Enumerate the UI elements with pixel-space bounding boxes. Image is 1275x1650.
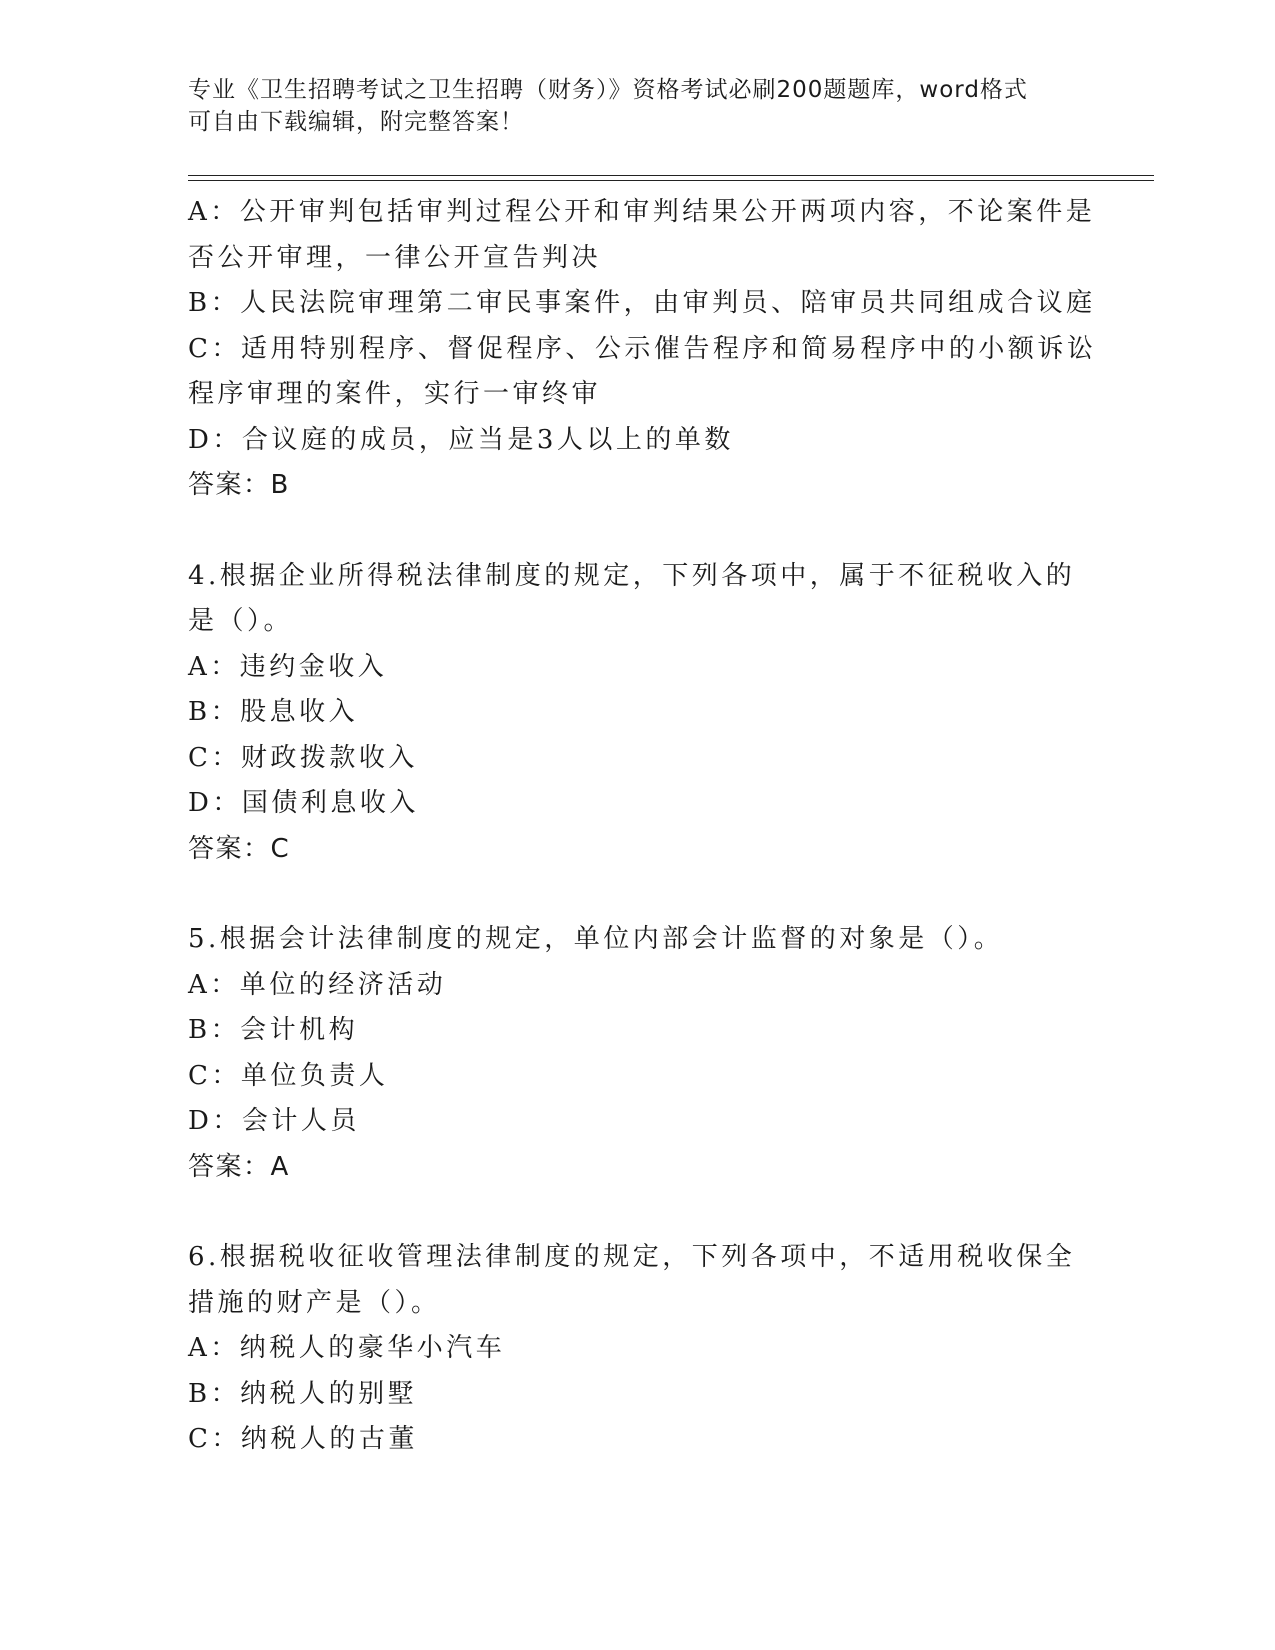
option-c: C：财政拨款收入: [188, 742, 418, 773]
question-6-block: [188, 1235, 1088, 1463]
option-b: B：股息收入: [188, 697, 359, 727]
option-a: A：纳税人的豪华小汽车: [188, 1333, 506, 1363]
question-stem-line-1: 6.根据税收征收管理法律制度的规定，下列各项中，不适用税收保全: [188, 1242, 1076, 1272]
question-4-block: [188, 554, 1088, 873]
option-a: A：违约金收入: [188, 651, 388, 682]
option-b: B：纳税人的别墅: [188, 1378, 418, 1409]
answer-q4: 答案：C: [188, 833, 291, 864]
option-d: D：合议庭的成员，应当是3人以上的单数: [188, 424, 734, 455]
answer-q5: 答案：A: [188, 1151, 290, 1182]
spacer: [188, 1190, 1088, 1235]
header-divider-bottom: [188, 180, 1154, 181]
spacer: [188, 509, 1088, 554]
header-divider-top: [188, 175, 1154, 176]
answer-q3: 答案：B: [188, 470, 290, 500]
option-b: B：人民法院审理第二审民事案件，由审判员、陪审员共同组成合议庭: [188, 288, 1096, 318]
option-a: A：单位的经济活动: [188, 969, 447, 1000]
question-5-block: [188, 917, 1088, 1190]
option-c-line-2: 程序审理的案件，实行一审终审: [188, 379, 602, 409]
spacer: [188, 872, 1088, 917]
question-stem-line-1: 4.根据企业所得税法律制度的规定，下列各项中，属于不征税收入的: [188, 560, 1076, 591]
header-title-line-2: 可自由下载编辑，附完整答案！: [188, 109, 524, 135]
question-list: [188, 190, 1097, 1463]
option-c: C：纳税人的古董: [188, 1424, 418, 1454]
option-c: C：单位负责人: [188, 1060, 389, 1091]
option-b: B：会计机构: [188, 1015, 359, 1045]
document-header: [188, 74, 1088, 138]
question-stem-line-1: 5.根据会计法律制度的规定，单位内部会计监督的对象是（）。: [188, 924, 1004, 954]
option-d: D：国债利息收入: [188, 788, 419, 818]
question-stem-line-2: 是（）。: [188, 606, 294, 636]
option-a-line-1: A：公开审判包括审判过程公开和审判结果公开两项内容，不论案件是: [188, 197, 1096, 227]
question-3-block: [188, 190, 1097, 509]
option-c-line-1: C：适用特别程序、督促程序、公示催告程序和简易程序中的小额诉讼: [188, 333, 1097, 364]
question-stem-line-2: 措施的财产是（）。: [188, 1287, 441, 1318]
option-d: D：会计人员: [188, 1106, 360, 1136]
option-a-line-2: 否公开审理，一律公开宣告判决: [188, 242, 602, 273]
header-title-line-1: 专业《卫生招聘考试之卫生招聘（财务）》资格考试必刷200题题库，word格式: [188, 77, 1028, 103]
